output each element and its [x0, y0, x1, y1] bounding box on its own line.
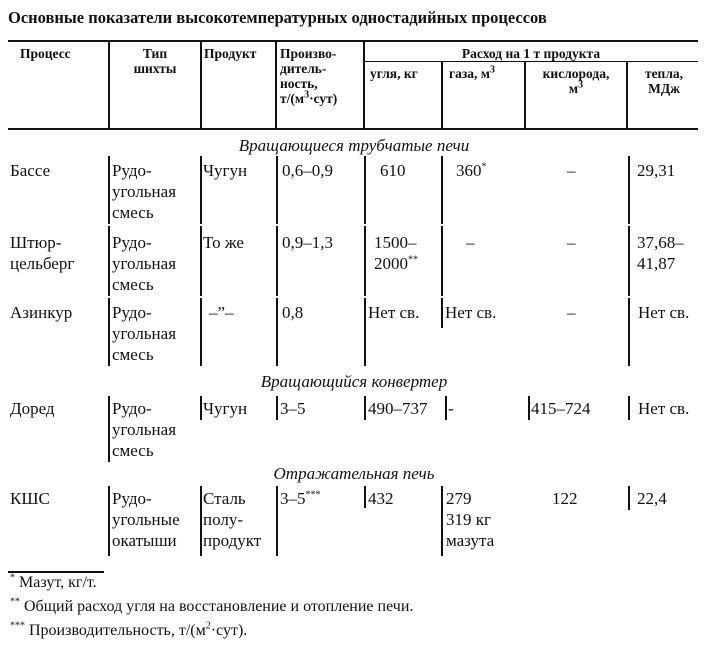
row-divider — [628, 486, 630, 510]
header-bottom-rule — [8, 128, 698, 130]
cell-process: Азинкур — [10, 303, 73, 322]
footnote-rule — [8, 571, 104, 573]
row-divider — [108, 486, 110, 556]
header-productivity: Произво- дитель- ность, $т/(м^3\cdot сут)$ — [280, 46, 338, 106]
cell-charge: Рудо- угольная смесь — [112, 161, 177, 222]
row-divider — [200, 226, 202, 296]
row-divider — [200, 396, 202, 420]
footnote: ** Общий расход угля на восстановление и отопление печи. — [10, 596, 414, 615]
cell-oxygen: 415–724 — [531, 399, 591, 418]
header-oxygen: кислорода, $м^3$ — [542, 66, 610, 96]
cell-charge: Рудо- угольная смесь — [112, 303, 177, 364]
row-divider — [441, 226, 443, 296]
row-divider — [441, 486, 443, 556]
cell-process: Бассе — [10, 161, 51, 180]
cell-gas: 360* — [456, 161, 487, 180]
cell-productivity: 0,8 — [282, 303, 304, 322]
cell-heat: 22,4 — [637, 489, 667, 508]
row-divider — [276, 298, 278, 366]
cell-gas: - — [448, 399, 454, 418]
cell-product: –”– — [209, 303, 234, 322]
row-divider — [364, 396, 366, 420]
row-divider — [364, 226, 366, 296]
header-charge: Тип шихты — [133, 46, 177, 76]
row-divider — [108, 226, 110, 296]
table-title: Основные показатели высокотемпературных одностадийных процессов — [8, 8, 547, 27]
cell-coal: 1500– 2000** — [374, 233, 418, 273]
cell-charge: Рудо- угольная смесь — [112, 233, 177, 294]
row-divider — [364, 156, 366, 224]
cell-oxygen: 122 — [552, 489, 578, 508]
cell-heat: 29,31 — [637, 161, 676, 180]
cell-product: Чугун — [203, 399, 248, 418]
cell-coal: 490–737 — [368, 399, 428, 418]
cell-process: Штюр- цельберг — [10, 233, 75, 273]
cell-charge: Рудо- угольные окатыши — [112, 489, 180, 550]
header-heat: тепла, МДж — [644, 66, 684, 96]
header-divider — [441, 61, 443, 128]
footnote: * Мазут, кг/т. — [10, 572, 97, 591]
cell-gas: Нет св. — [445, 303, 497, 322]
header-divider — [275, 40, 277, 128]
row-divider — [364, 298, 366, 366]
cell-coal: 610 — [380, 161, 406, 180]
cell-heat: Нет св. — [638, 303, 690, 322]
row-divider — [276, 156, 278, 224]
row-divider — [276, 486, 278, 556]
cell-gas: – — [466, 233, 475, 252]
row-divider — [441, 156, 443, 224]
cell-process: КШС — [10, 489, 50, 508]
cell-coal: Нет св. — [368, 303, 420, 322]
header-process: Процесс — [20, 46, 71, 61]
row-divider — [445, 396, 447, 420]
row-divider — [108, 156, 110, 224]
cell-product: Чугун — [203, 161, 248, 180]
row-divider — [628, 226, 630, 296]
row-divider — [441, 298, 443, 328]
row-divider — [200, 298, 202, 366]
row-divider — [276, 226, 278, 296]
cell-productivity: 0,6–0,9 — [282, 161, 333, 180]
cell-oxygen: – — [567, 303, 576, 322]
consumption-rule — [364, 61, 698, 62]
row-divider — [628, 298, 630, 366]
cell-productivity: 3–5*** — [280, 489, 321, 508]
row-divider — [108, 396, 110, 462]
footnote: *** Производительность, $т/(м^2\cdot сут)$. — [10, 620, 248, 639]
cell-oxygen: – — [567, 233, 576, 252]
cell-process: Доред — [10, 399, 55, 418]
row-divider — [108, 298, 110, 366]
cell-charge: Рудо- угольная смесь — [112, 399, 177, 460]
header-consumption: Расход на 1 т продукта — [461, 46, 601, 61]
row-divider — [364, 486, 366, 508]
row-divider — [528, 396, 530, 420]
row-divider — [628, 156, 630, 224]
header-gas: газа, $м^3$ — [449, 64, 496, 81]
cell-gas: 279 319 кг мазута — [446, 489, 495, 550]
cell-oxygen: – — [567, 161, 576, 180]
row-divider — [200, 156, 202, 224]
cell-heat: 37,68– 41,87 — [637, 233, 684, 273]
cell-product: Сталь полу- продукт — [203, 489, 262, 550]
cell-productivity: 0,9–1,3 — [282, 233, 333, 252]
row-divider — [200, 486, 202, 556]
header-coal: угля, кг — [370, 66, 418, 81]
section-heading: Вращающийся конвертер — [260, 372, 448, 391]
cell-product: То же — [203, 233, 244, 252]
top-rule — [8, 40, 698, 42]
header-product: Продукт — [204, 46, 257, 61]
cell-productivity: 3–5 — [280, 399, 306, 418]
row-divider — [276, 396, 278, 420]
row-divider — [628, 396, 630, 420]
section-heading: Отражательная печь — [273, 464, 435, 483]
cell-heat: Нет св. — [638, 399, 690, 418]
section-heading: Вращающиеся трубчатые печи — [238, 136, 470, 155]
cell-coal: 432 — [368, 489, 394, 508]
header-divider — [200, 40, 202, 128]
